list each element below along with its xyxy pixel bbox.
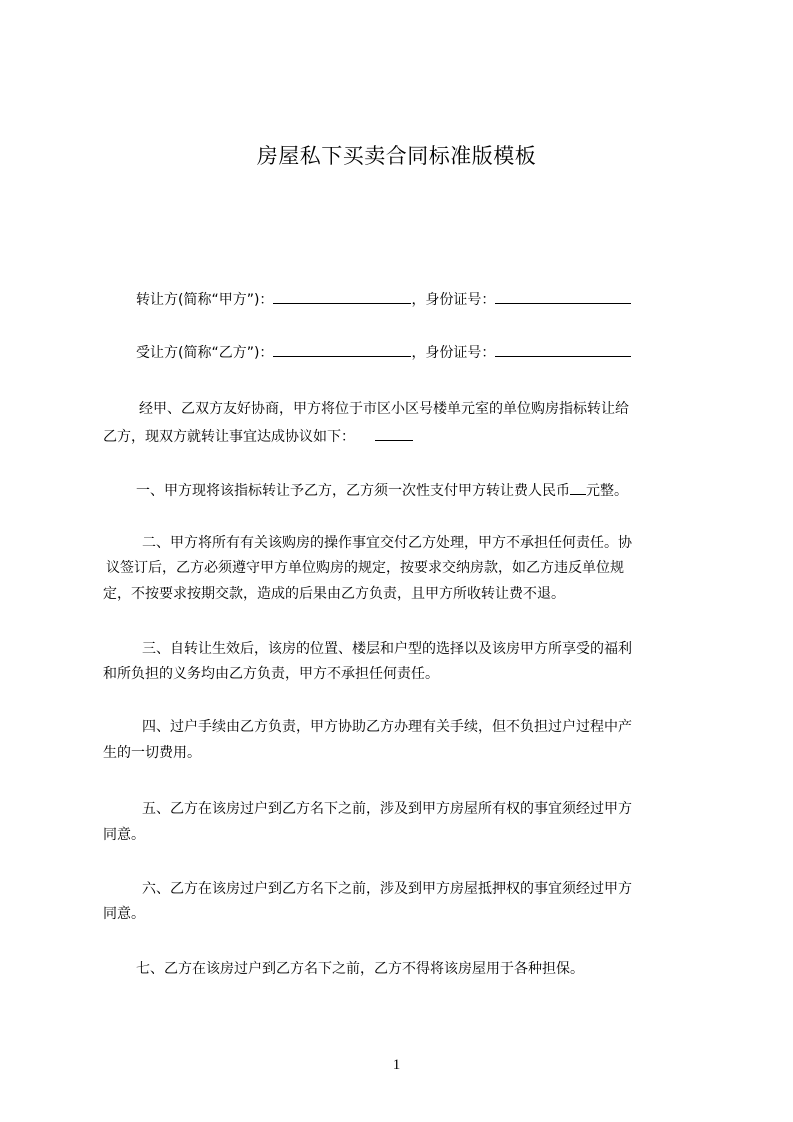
transferor-id-label: ，身份证号：: [411, 292, 496, 308]
clause-3-line-2: 和所负担的义务均由乙方负责，甲方不承担任何责任。: [103, 666, 439, 682]
clause-5-line-1: 五、乙方在该房过户到乙方名下之前，涉及到甲方房屋所有权的事宜须经过甲方: [142, 801, 632, 817]
clause-5-line-2: 同意。: [103, 827, 145, 843]
clause-4-line-2: 生的一切费用。: [103, 745, 201, 761]
clause-7-line-1: 七、乙方在该房过户到乙方名下之前，乙方不得将该房屋用于各种担保。: [136, 961, 584, 977]
transferor-id-field[interactable]: [495, 289, 631, 304]
clause-4-line-1: 四、过户手续由乙方负责，甲方协助乙方办理有关手续，但不负担过户过程中产: [142, 719, 632, 735]
intro-line-1: 经甲、乙双方友好协商，甲方将位于市区小区号楼单元室的单位购房指标转让给: [139, 401, 629, 417]
clause-6-line-2: 同意。: [103, 906, 145, 922]
transferee-label: 受让方(简称“乙方”)：: [136, 345, 274, 361]
transferor-name-field[interactable]: [273, 289, 411, 304]
transferee-line: [136, 342, 631, 363]
clause-6-line-1: 六、乙方在该房过户到乙方名下之前，涉及到甲方房屋抵押权的事宜须经过甲方: [142, 881, 632, 897]
transferee-id-label: ，身份证号：: [411, 345, 496, 361]
clause-1-text-a: 一、甲方现将该指标转让予乙方，乙方须一次性支付甲方转让费人民币: [136, 483, 570, 499]
clause-2-line-1: 二、甲方将所有有关该购房的操作事宜交付乙方处理，甲方不承担任何责任。协: [142, 535, 632, 551]
clause-2-line-2: 议签订后，乙方必须遵守甲方单位购房的规定，按要求交纳房款，如乙方违反单位规: [106, 560, 624, 576]
clause-1: [136, 480, 628, 501]
intro-line-2-text: 乙方，现双方就转让事宜达成协议如下：: [103, 429, 355, 445]
clause-2-line-3: 定，不按要求按期交款，造成的后果由乙方负责，且甲方所收转让费不退。: [103, 586, 565, 602]
transferor-line: [136, 289, 631, 310]
transferee-name-field[interactable]: [273, 342, 411, 357]
transferee-id-field[interactable]: [495, 342, 631, 357]
document-title: 房屋私下买卖合同标准版模板: [256, 144, 537, 168]
clause-3-line-1: 三、自转让生效后，该房的位置、楼层和户型的选择以及该房甲方所享受的福利: [142, 641, 632, 657]
clause-1-text-b: 元整。: [586, 483, 628, 499]
page-number: 1: [392, 1057, 401, 1073]
intro-line-2: [103, 426, 413, 447]
transferor-label: 转让方(简称“甲方”)：: [136, 292, 274, 308]
clause-1-amount-field[interactable]: [570, 480, 586, 495]
intro-blank-field[interactable]: [375, 426, 413, 441]
